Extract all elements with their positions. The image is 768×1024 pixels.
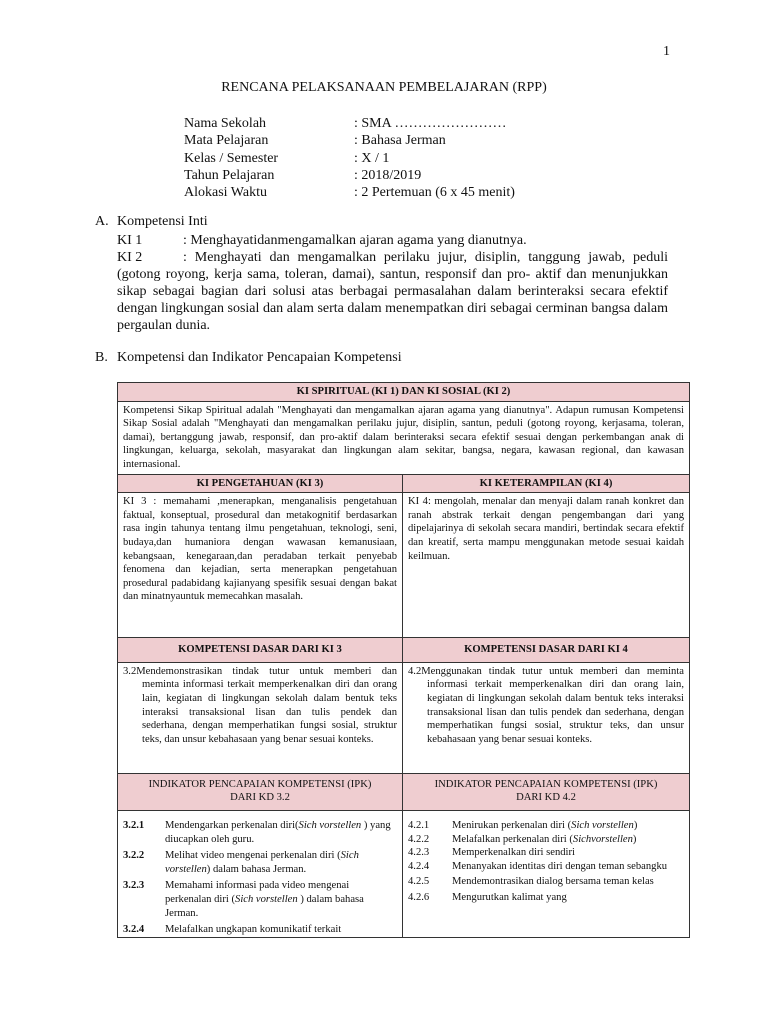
section-a-heading	[95, 214, 208, 230]
ki3-text-cell: KI 3 : memahami ,menerapkan, menganalisis pengetahuan faktual, konseptual, prosedural dan metakognitif berdasarkan rasa ingin tahunya tentang ilmu pengetahuan, teknologi, seni, budaya,dan humaniora dengan wawasan kemanusiaan, kebangsaan, kenegaraan,dan peradaban terkait penyebab fenomena dan kejadian, serta menerapkan pengetahuan prosedural padabidang kajianyang spesifik sesuai dengan bakat dan minatnyauntuk memecahkan masalah.	[118, 493, 403, 638]
ki1-text: : Menghayatidanmengamalkan ajaran agama yang dianutnya.	[183, 233, 527, 248]
identity-label: Tahun Pelajaran	[184, 167, 275, 183]
identity-row-school	[184, 115, 515, 132]
ipk-text: Melihat video mengenai perkenalan diri (Sich vorstellen) dalam bahasa Jerman.	[165, 850, 359, 875]
ipk-text: Menanyakan identitas diri dengan teman sebangku	[452, 860, 668, 872]
ipk-text: Mengurutkan kalimat yang	[452, 891, 567, 903]
identity-label: Nama Sekolah	[184, 116, 267, 131]
ipk-text: Memperkenalkan diri sendiri	[452, 847, 575, 859]
section-b-heading	[95, 350, 402, 366]
ki3-header: KI PENGETAHUAN (KI 3)	[118, 474, 403, 493]
ki1-paragraph	[117, 232, 668, 249]
ipk-code: 3.2.2	[123, 850, 145, 862]
ki2-label: KI 2	[117, 250, 143, 265]
ipk-item	[123, 849, 397, 876]
ipk-item	[408, 891, 684, 905]
kd3-header: KOMPETENSI DASAR DARI KI 3	[118, 638, 403, 663]
identity-row-year	[184, 167, 515, 184]
section-title: Kompetensi dan Indikator Pencapaian Kompetensi	[117, 350, 402, 365]
ipk-item	[408, 833, 684, 847]
ki1-label: KI 1	[117, 233, 143, 248]
spiritual-header: KI SPIRITUAL (KI 1) DAN KI SOSIAL (KI 2)	[118, 383, 690, 402]
identity-block	[184, 115, 515, 201]
kd4-header: KOMPETENSI DASAR DARI KI 4	[403, 638, 690, 663]
ipk-code: 4.2.5	[408, 876, 430, 888]
ipk-text: Menirukan perkenalan diri (Sich vorstellen)	[452, 819, 638, 831]
ipk-text: Mendemontrasikan dialog bersama teman kelas	[452, 876, 654, 888]
identity-value: : 2018/2019	[354, 167, 422, 183]
kd42-cell: 4.2Menggunakan tindak tutur untuk memberi dan meminta informasi terkait memperkenalkan diri dan orang lain, kegiatan di lingkungan sekolah dalam bentuk teks interaksi transaksional lisan dan tulis pendek dan sederhana, dengan memperhatikan fungsi sosial, struktur teks, dan unsur kebahasaan yang benar sesuai konteks.	[403, 662, 690, 773]
identity-value: : SMA ……………………	[354, 116, 507, 131]
spiritual-text-cell: Kompetensi Sikap Spiritual adalah "Menghayati dan mengamalkan ajaran agama yang dianutnya". Adapun rumusan Kompetensi Sikap Sosial adalah "Menghayati dan mengamalkan perilaku jujur, disiplin, santun, peduli (gotong royong, kerjasama, toleran, damai), bertanggung jawab, responsif, dan pro-aktif dalam berinteraksi secara efektif sesuai dengan perkembangan anak di lingkungan, keluarga, sekolah, masyarakat dan lingkungan alam sekitar, bangsa, negara, kawasan regional, dan kawasan internasional.	[118, 401, 690, 474]
ipk4-header-line1: INDIKATOR PENCAPAIAN KOMPETENSI (IPK)	[434, 778, 658, 790]
ki2-text: : Menghayati dan mengamalkan perilaku jujur, disiplin, tanggung jawab, peduli (gotong royong, kerja sama, toleran, damai), santun, responsif dan pro- aktif dan menunjukkan sikap sebagai bagian dari solusi atas berbagai permasalahan dalam berinteraksi secara efektif dengan lingkungan sosial dan alam serta dalam menempatkan diri sebagai cerminan bangsa dalam pergaulan dunia.	[117, 250, 668, 333]
ipk3-header-line2: DARI KD 3.2	[230, 792, 290, 804]
ipk-code: 4.2.6	[408, 891, 430, 903]
ki4-header: KI KETERAMPILAN (KI 4)	[403, 474, 690, 493]
section-letter: B.	[95, 350, 108, 365]
ipk-code: 4.2.4	[408, 860, 430, 872]
ipk-code: 4.2.3	[408, 847, 430, 859]
section-letter: A.	[95, 214, 109, 229]
ipk-item	[408, 846, 684, 860]
ipk3-list-cell	[118, 810, 403, 937]
ipk-item	[123, 923, 397, 937]
kd32-cell: 3.2Mendemonstrasikan tindak tutur untuk memberi dan meminta informasi terkait memperkenalkan diri dan orang lain, kegiatan di lingkungan sekolah dalam bentuk teks interaksi transaksional lisan dan tulis pendek dan sederhana, dengan memperhatikan fungsi sosial, struktur teks, dan unsur kebahasaan yang benar sesuai konteks.	[118, 662, 403, 773]
identity-value: : 2 Pertemuan (6 x 45 menit)	[354, 185, 515, 201]
ipk4-header-line2: DARI KD 4.2	[516, 792, 576, 804]
identity-value: : Bahasa Jerman	[354, 133, 446, 149]
identity-label: Kelas / Semester	[184, 150, 279, 166]
ipk-item	[408, 819, 684, 833]
ki2-paragraph	[117, 249, 668, 334]
section-title: Kompetensi Inti	[117, 214, 208, 229]
competency-table	[117, 382, 690, 938]
ipk-item	[123, 879, 397, 920]
identity-value: : X / 1	[354, 150, 390, 166]
ipk-text: Melafalkan ungkapan komunikatif terkait	[165, 924, 342, 936]
identity-label: Alokasi Waktu	[184, 185, 267, 201]
ipk-code: 3.2.4	[123, 924, 145, 936]
ipk-code: 4.2.1	[408, 819, 430, 831]
ipk-text: Melafalkan perkenalan diri (Sichvorstellen)	[452, 833, 637, 845]
page-number: 1	[663, 44, 670, 59]
ipk-item	[123, 819, 397, 846]
identity-row-subject	[184, 132, 515, 149]
ipk3-header-line1: INDIKATOR PENCAPAIAN KOMPETENSI (IPK)	[148, 778, 372, 790]
identity-row-time	[184, 184, 515, 201]
ipk3-header	[118, 773, 403, 810]
ipk-text: Memahami informasi pada video mengenai perkenalan diri (Sich vorstellen ) dalam bahasa Jerman.	[165, 880, 364, 919]
ipk-code: 3.2.1	[123, 819, 145, 831]
identity-label: Mata Pelajaran	[184, 133, 269, 149]
ipk-text: Mendengarkan perkenalan diri(Sich vorstellen ) yang diucapkan oleh guru.	[165, 819, 391, 845]
ipk-code: 3.2.3	[123, 880, 145, 892]
ipk-item	[408, 860, 684, 874]
identity-row-class	[184, 150, 515, 167]
ipk-item	[408, 875, 684, 889]
document-title: RENCANA PELAKSANAAN PEMBELAJARAN (RPP)	[221, 80, 547, 95]
ipk4-header	[403, 773, 690, 810]
ki4-text-cell: KI 4: mengolah, menalar dan menyaji dalam ranah konkret dan ranah abstrak terkait dengan pengembangan dari yang dipelajarinya di sekolah secara mandiri, bertindak secara efektif dan kreatif, serta mampu menggunakan metode sesuai kaidah keilmuan.	[403, 493, 690, 638]
ipk-code: 4.2.2	[408, 833, 430, 845]
ipk4-list-cell	[403, 810, 690, 937]
